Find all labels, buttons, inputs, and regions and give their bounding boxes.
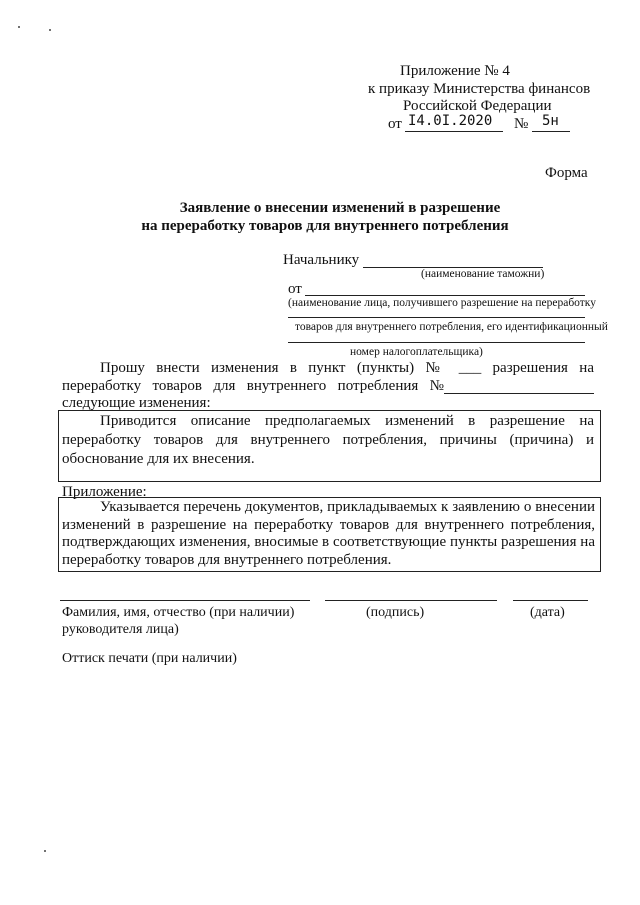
from-label: от [288, 281, 302, 297]
applicant-hint-1: (наименование лица, получившего разрешение на переработку [288, 297, 596, 309]
document-title-line1: Заявление о внесении изменений в разрешение [179, 200, 501, 216]
attachment-text: Указывается перечень документов, прикладываемых к заявлению о внесении изменений в разрешение на переработку товаров для внутреннего потребления, подтверждающих изменения, вносимые в соответствующие пункты разрешения на переработку товаров для внутреннего потребления. [62, 499, 595, 568]
scan-speck [44, 850, 46, 852]
name-label-2: руководителя лица) [62, 622, 179, 637]
name-signature-line[interactable] [60, 600, 310, 601]
signature-line[interactable] [325, 600, 497, 601]
scan-speck [18, 26, 20, 28]
customs-name-field[interactable] [363, 251, 543, 268]
appendix-number: Приложение № 4 [400, 63, 510, 79]
date-label: (дата) [530, 605, 565, 620]
order-number-field [532, 113, 570, 132]
attachment-label: Приложение: [62, 484, 147, 500]
customs-name-hint: (наименование таможни) [421, 268, 545, 280]
order-number-value: 5н [542, 113, 559, 129]
applicant-extra-field-2[interactable] [288, 330, 585, 343]
applicant-extra-field-1[interactable] [288, 305, 585, 318]
applicant-hint-3: номер налогоплательщика) [350, 346, 483, 358]
order-date-field [405, 113, 503, 132]
date-line[interactable] [513, 600, 588, 601]
name-label-1: Фамилия, имя, отчество (при наличии) [62, 605, 295, 620]
ministry-name: Российской Федерации [403, 98, 552, 114]
applicant-name-field[interactable] [305, 279, 585, 296]
form-label: Форма [545, 165, 588, 181]
signature-label: (подпись) [366, 605, 425, 620]
request-line-1: Прошу внести изменения в пункт (пункты) № ___ разрешения на [100, 360, 594, 376]
applicant-hint-2: товаров для внутреннего потребления, его идентификационный [295, 321, 608, 333]
changes-description-text: Приводится описание предполагаемых изменений в разрешение на переработку товаров для внутреннего потребления, причины (причина) и обоснование для их внесения. [62, 413, 594, 467]
request-line-3: следующие изменения: [62, 395, 211, 411]
permit-number-field[interactable] [444, 378, 594, 394]
order-date-value: I4.0I.2020 [408, 113, 493, 129]
order-reference: к приказу Министерства финансов [368, 81, 591, 97]
scan-speck [49, 29, 51, 31]
request-line-2: переработку товаров для внутреннего потребления № [62, 378, 444, 394]
stamp-note: Оттиск печати (при наличии) [62, 651, 237, 666]
addressee-label: Начальнику [283, 252, 360, 268]
document-title-line2: на переработку товаров для внутреннего потребления [141, 218, 509, 234]
order-number-prefix: № [514, 116, 529, 132]
order-date-prefix: от [388, 116, 402, 132]
